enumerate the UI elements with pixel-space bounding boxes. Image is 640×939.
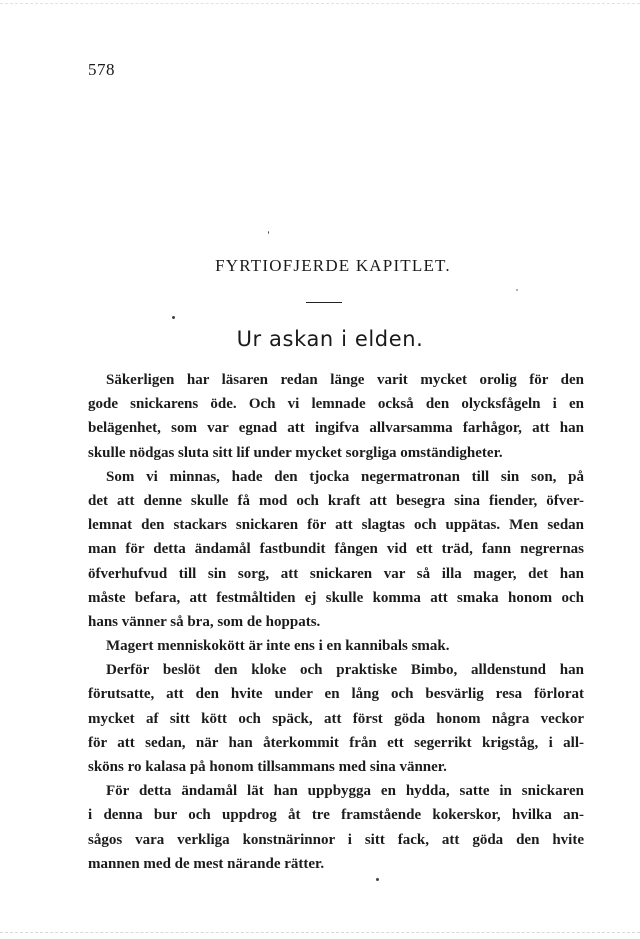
text-line: sköns ro kalasa på honom tillsammans med sina vänner. (88, 759, 447, 775)
page-top-edge (0, 3, 640, 4)
text-line: skulle nödgas sluta sitt lif under mycket sorgliga omständigheter. (88, 444, 503, 461)
chapter-heading: FYRTIOFJERDE KAPITLET. (215, 256, 451, 275)
text-line: belägenhet, som var egnad att ingifva allvarsamma farhågor, att han (88, 420, 584, 437)
print-speck (376, 878, 379, 881)
text-line: man för detta ändamål fastbundit fången vid ett träd, fann negrernas (88, 541, 584, 558)
text-line: i denna bur och uppdrog åt tre framstående kokerskor, hvilka an- (88, 807, 584, 824)
page-bottom-edge (0, 932, 640, 933)
text-line: lemnat den stackars snickaren för att slagtas och uppätas. Men sedan (88, 517, 584, 534)
text-line: Säkerligen har läsaren redan länge varit mycket orolig för den (106, 372, 584, 388)
text-line: mannen med de mest närande rätter. (88, 855, 325, 872)
print-speck (268, 231, 269, 234)
text-line: mycket af sitt kött och späck, att först göda honom några veckor (88, 710, 584, 727)
text-line: Derför beslöt den kloke och praktiske Bimbo, alldenstund han (106, 662, 584, 679)
body-text (88, 368, 584, 876)
text-line: sågos vara verkliga konstnärinnor i sitt fack, att göda den hvite (88, 831, 584, 848)
text-line: För detta ändamål lät han uppbygga en hydda, satte in snickaren (106, 783, 584, 800)
text-line: öfverhufvud till sin sorg, att snickaren var så illa mager, det han (88, 565, 584, 582)
print-speck (516, 289, 518, 291)
text-line: förutsatte, att den hvite under en lång och besvärlig resa förlorat (88, 686, 584, 703)
chapter-title: Ur askan i elden. (236, 327, 424, 351)
text-line: Som vi minnas, hade den tjocka negermatronan till sin son, på (106, 468, 584, 485)
text-line: hans vänner så bra, som de hoppats. (88, 613, 321, 630)
page-number: 578 (88, 60, 115, 79)
text-line: gode snickarens öde. Och vi lemnade också den olycksfågeln i en (88, 396, 584, 413)
chapter-rule (306, 302, 342, 303)
print-speck (172, 316, 175, 319)
text-line: Magert menniskokött är inte ens i en kannibals smak. (106, 638, 450, 655)
text-line: för att sedan, när han återkommit från ett segerrikt krigståg, i all- (88, 734, 584, 751)
text-line: måste befara, att festmåltiden ej skulle komma att smaka honom och (88, 589, 584, 606)
text-line: det att denne skulle få mod och kraft att besegra sina fiender, öfver- (88, 492, 584, 509)
